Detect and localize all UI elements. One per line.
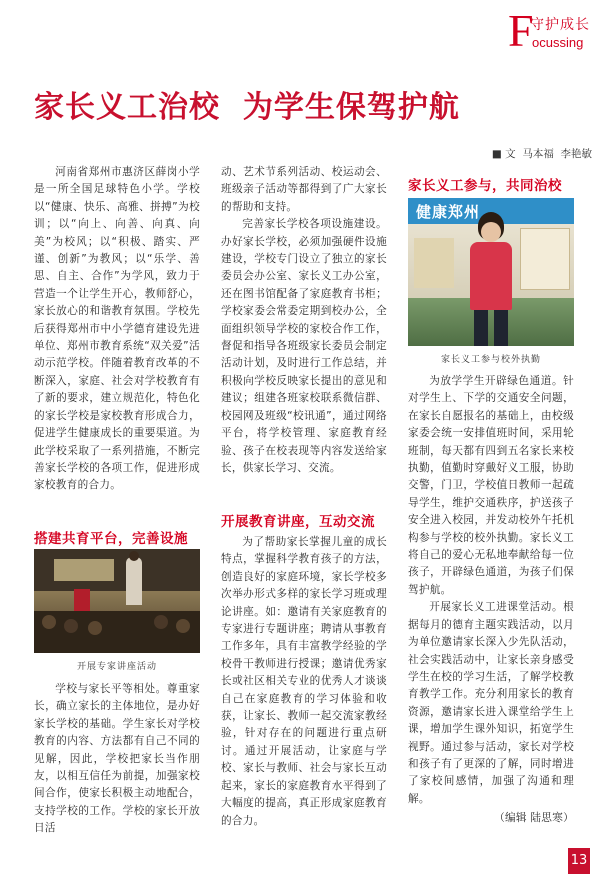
section-heading: 开展教育讲座，互动交流: [221, 514, 375, 530]
section-heading: 搭建共育平台，完善设施: [34, 531, 188, 547]
paragraph: 河南省郑州市惠济区薛岗小学是一所全国足球特色小学。学校以“健康、快乐、高雅、拼搏”为校训；以“向上、向善、向真、向美”为校风；以“积极、踏实、严谨、创新”为教风；以“乐学、善思、自主、合作”为学风，致力于营造一个让学生开心，教师舒心，家长放心的和谐教育氛围。学校先后获得郑州市中小学德育建设先进单位、郑州市教育系统“双关爱”活动示范学校。伴随着教育改革的不断深入，家庭、社会对学校教育有了新的要求，建立规范化，特色化的家长学校是家校教育形成合力，促进学生健康成长的重要渠道。为此学校采取了一系列措施，不断完善家长学校的各项工作，促进形成家校教育的合力。: [34, 166, 200, 492]
article-title: 家长义工治校 为学生保驾护航: [34, 90, 460, 125]
paragraph: 为放学学生开辟绿色通道。针对学生上、下学的交通安全问题，在家长自愿报名的基础上，由校级家委会统一安排值班时间，采用轮班制，每天都有四到五名家长来校执勤，值勤时穿戴好义工服，协助交警，门卫，学校值日教师一起疏导学生，维护交通秩序，护送孩子安全进入校园，并发动校外午托机构参与学校的校外执勤。家长义工将自己的爱心无私地奉献给每一位孩子，开辟绿色通道，为孩子们保驾护航。: [408, 375, 574, 596]
photo-lecture-caption: 开展专家讲座活动: [76, 662, 157, 672]
section-heading: 家长义工参与，共同治校: [408, 178, 562, 194]
paragraph: 完善家长学校各项设施建设。办好家长学校，必须加强硬件设施建设，学校专门设立了独立的家长委员会办公室、家长义工办公室，还在图书馆配备了家庭教育书柜；学校家委会常委定期到校办公，全面组织领导学校的家校合作工作，督促和指导各班级家长委员会制定活动计划，及时进行工作总结，并积极向学校反映家长提出的意见和建议；组建各班家校联系微信群、校园网及班级“校讯通”，通过网络平台，将学校管理、家庭教育经验、孩子在校表现等内容发送给家长，供家长学习、交流。: [221, 218, 387, 474]
byline: ■ 文 马本福 李艳敏: [491, 148, 592, 160]
paragraph: 开展家长义工进课堂活动。根据每月的德育主题实践活动，以月为单位邀请家长深入少先队活动，社会实践活动中，让家长亲身感受学生在校的学习生活，了解学校教育教学工作。充分利用家长的教育资源，邀请家长进入课堂给学生上课，增加学生课外知识，拓宽学生视野。通过参与活动，家长对学校和孩子有了更深的了解，同时增进了家校间感情，加强了沟通和理解。: [408, 601, 574, 805]
brand-letter: F: [508, 5, 534, 56]
photo-volunteer: [408, 198, 574, 346]
column-1-continued: [34, 681, 200, 838]
brand-en: ocussing: [532, 35, 584, 50]
photo-lecture: [34, 549, 200, 653]
photo-volunteer-caption: 家长义工参与校外执勤: [440, 355, 541, 365]
paragraph: 学校与家长平等相处。尊重家长，确立家长的主体地位，是办好家长学校的基础。学生家长对学校教育的内容、方法都有自己不同的见解，因此，学校把家长当作朋友，以相互信任为前提，加强家校间合作，使家长积极主动地配合，支持学校的工作。学校的家长开放日活: [34, 683, 200, 835]
column-1: [34, 164, 200, 495]
brand-logo: [508, 5, 608, 58]
editor-note: （编辑 陆思寒）: [494, 812, 574, 825]
paragraph: 为了帮助家长掌握儿童的成长特点，掌握科学教育孩子的方法，创造良好的家庭环境，家长学校多次举办形式多样的家长学习班或理论讲座。如：邀请有关家庭教育的专家进行专题讲座；聘请从事教育工作多年，具有丰富教学经验的学校骨干教师进行授课；邀请优秀家长或社区相关专业的优秀人才谈谈自己在家庭教育的学习体验和收获，让家长、教师一起交流家教经验，针对存在的问题进行重点研讨。通过开展活动，让家庭与学校、家长与教师、社会与家长互动起来，家长的家庭教育水平得到了大幅度的提高，真正形成家庭教育的合力。: [221, 536, 387, 827]
paragraph: 动、艺术节系列活动、校运动会、班级亲子活动等都得到了广大家长的帮助和支持。: [221, 166, 387, 213]
column-2-continued: [221, 534, 387, 830]
sign-text: 健康郑州: [416, 203, 481, 221]
column-2: [221, 164, 387, 477]
brand-cn: 守护成长: [530, 17, 590, 33]
page-number: 13: [570, 853, 588, 868]
column-3: [408, 373, 574, 828]
